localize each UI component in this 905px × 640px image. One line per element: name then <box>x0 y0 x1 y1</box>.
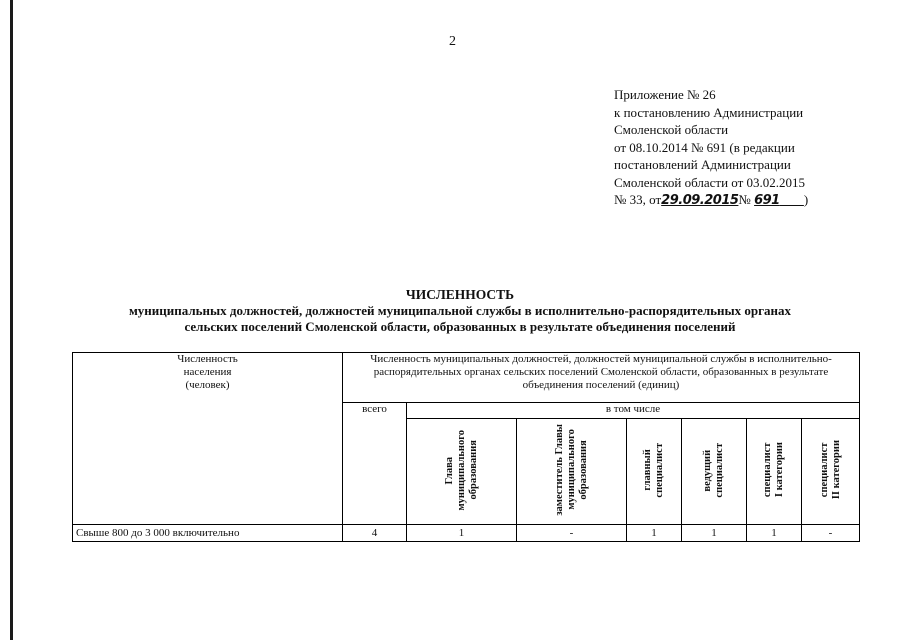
handwritten-number: 691 <box>754 193 780 208</box>
appendix-line: к постановлению Администрации <box>614 104 804 120</box>
appendix-line: постановлений Администрации <box>614 157 791 172</box>
appendix-last-line <box>614 191 808 210</box>
scan-edge <box>10 0 13 640</box>
header-deputy-head: заместитель Главы муниципального образования <box>517 419 627 525</box>
row-specialist-cat-1: 1 <box>747 525 802 542</box>
handwritten-date: 29.09.2015 <box>661 193 739 208</box>
header-leading-specialist: ведущий специалист <box>682 419 747 525</box>
document-subtitle-line-1: муниципальных должностей, должностей муниципальной службы в исполнительно-распорядительных органах <box>128 303 792 318</box>
number-sign: № <box>738 192 751 207</box>
header-total: всего <box>343 403 407 525</box>
header-specialist-cat-2: специалист II категории <box>802 419 860 525</box>
header-head-of-municipality: Глава муниципального образования <box>407 419 517 525</box>
header-chief-specialist: главный специалист <box>627 419 682 525</box>
appendix-line: Приложение № 26 <box>614 87 716 102</box>
document-subtitle-line-2: сельских поселений Смоленской области, образованных в результате объединения поселений <box>184 319 736 334</box>
appendix-prefix: № 33, от <box>614 192 662 207</box>
header-specialist-cat-1: специалист I категории <box>747 419 802 525</box>
row-head: 1 <box>407 525 517 542</box>
appendix-line: от 08.10.2014 № 691 (в редакции <box>614 139 795 155</box>
header-position-count: Численность муниципальных должностей, должностей муниципальной службы в исполнительно-распорядительных органах сельских поселений Смоленской области, образованных в результате объединения поселений (единиц) <box>343 353 860 403</box>
appendix-block <box>614 86 808 210</box>
appendix-line: Смоленской области от 03.02.2015 <box>614 174 806 190</box>
closing-paren: ) <box>803 192 809 207</box>
row-leading-specialist: 1 <box>682 525 747 542</box>
title-block <box>60 287 860 335</box>
document-title: ЧИСЛЕННОСТЬ <box>405 287 515 302</box>
row-population: Свыше 800 до 3 000 включительно <box>73 525 343 542</box>
header-population: Численность населения (человек) <box>73 353 343 525</box>
row-chief-specialist: 1 <box>627 525 682 542</box>
row-specialist-cat-2: - <box>802 525 860 542</box>
appendix-line: Смоленской области <box>614 122 729 137</box>
staffing-table <box>72 352 860 542</box>
row-total: 4 <box>343 525 407 542</box>
row-deputy: - <box>517 525 627 542</box>
header-including: в том числе <box>407 403 860 419</box>
page-number: 2 <box>449 34 456 49</box>
table-row <box>73 525 860 542</box>
